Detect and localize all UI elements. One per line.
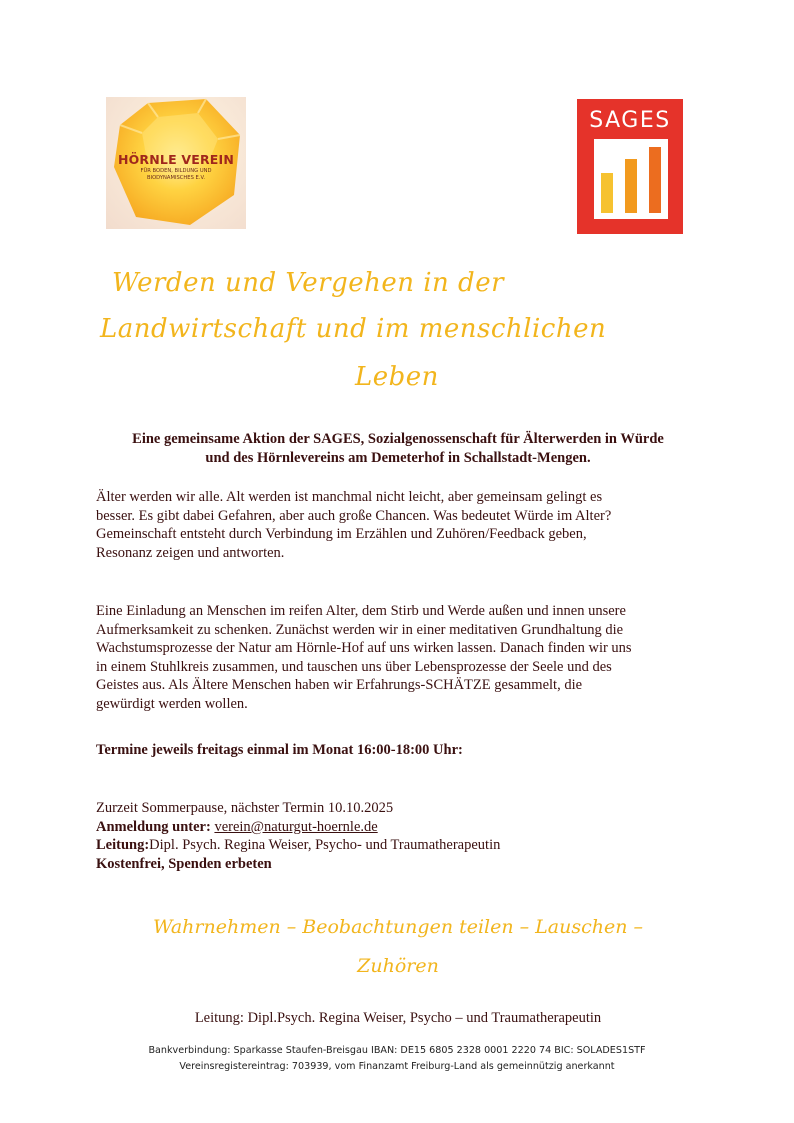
paragraph-2-line: gewürdigt werden wollen. [96, 695, 248, 712]
motto [96, 908, 700, 986]
footer-bank: Bankverbindung: Sparkasse Staufen-Breisgau IBAN: DE15 6805 2328 0001 2220 74 BIC: SOLADES1STF [148, 1045, 646, 1056]
intro-line-1: Eine gemeinsame Aktion der SAGES, Sozialgenossenschaft für Älterwerden in Würde [132, 431, 664, 447]
kosten-note: Kostenfrei, Spenden erbeten [96, 855, 272, 872]
paragraph-1-line: Resonanz zeigen und antworten. [96, 544, 285, 561]
termine-heading: Termine jeweils freitags einmal im Monat 16:00-18:00 Uhr: [96, 742, 463, 758]
motto-line-1: Wahrnehmen – Beobachtungen teilen – Lauschen – [152, 916, 644, 938]
anmeldung-row [96, 818, 696, 837]
leitung-label: Leitung: [96, 837, 150, 854]
sages-bar-1 [601, 173, 613, 213]
hoernle-logo-title: HÖRNLE VEREIN [117, 152, 235, 167]
intro-text [96, 430, 700, 468]
paragraph-2-line: Eine Einladung an Menschen im reifen Alter, dem Stirb und Werde außen und innen unsere [96, 603, 626, 619]
paragraph-2-line: Aufmerksamkeit zu schenken. Zunächst werden wir in einer meditativen Grundhaltung die [96, 621, 624, 638]
sages-logo [577, 99, 683, 234]
title-line-2: Landwirtschaft und im menschlichen [100, 314, 607, 344]
paragraph-2-line: in einem Stuhlkreis zusammen, und tauschen uns über Lebensprozesse der Seele und des [96, 658, 612, 675]
paragraph-1-line: Gemeinschaft entsteht durch Verbindung im Erzählen und Zuhören/Feedback geben, [96, 526, 587, 543]
paragraph-2-line: Geistes aus. Als Ältere Menschen haben wir Erfahrungs-SCHÄTZE gesammelt, die [96, 677, 583, 694]
paragraph-1 [96, 488, 696, 562]
event-details [96, 799, 696, 873]
paragraph-1-line: Älter werden wir alle. Alt werden ist manchmal nicht leicht, aber gemeinsam gelingt es [96, 489, 603, 505]
leitung-value: Dipl. Psych. Regina Weiser, Psycho- und Traumatherapeutin [149, 837, 501, 854]
hoernle-logo-subtitle-line-2: BIODYNAMISCHES E.V. [147, 175, 205, 181]
motto-line-2: Zuhören [357, 955, 439, 977]
title-line-3: Leben [355, 362, 439, 392]
leitung-footer: Leitung: Dipl.Psych. Regina Weiser, Psycho – und Traumatherapeutin [194, 1010, 602, 1026]
footer-register: Vereinsregistereintrag: 703939, vom Finanzamt Freiburg-Land als gemeinnützig anerkannt [179, 1061, 615, 1072]
hoernle-logo-subtitle-line-1: FÜR BODEN, BILDUNG UND [140, 168, 212, 174]
title-line-1: Werden und Vergehen in der [112, 268, 505, 298]
hoernle-logo-subtitle [106, 168, 246, 182]
paragraph-2 [96, 602, 696, 714]
sages-logo-wordmark: SAGES [589, 108, 671, 133]
sages-bar-3 [649, 147, 661, 213]
intro-line-2: und des Hörnlevereins am Demeterhof in Schallstadt-Mengen. [205, 450, 591, 466]
leitung-row [96, 836, 696, 855]
anmeldung-email-link[interactable]: verein@naturgut-hoernle.de [214, 818, 378, 835]
sages-bar-2 [625, 159, 637, 213]
anmeldung-label: Anmeldung unter: [96, 818, 211, 835]
paragraph-1-line: besser. Es gibt dabei Gefahren, aber auch große Chancen. Was bedeutet Würde im Alter? [96, 507, 612, 524]
sommerpause-note: Zurzeit Sommerpause, nächster Termin 10.10.2025 [96, 800, 394, 816]
hoernle-verein-logo [106, 97, 246, 229]
sages-logo-frame [594, 139, 668, 219]
paragraph-2-line: Wachstumsprozesse der Natur am Hörnle-Hof auf uns wirken lassen. Danach finden wir uns [96, 640, 632, 657]
